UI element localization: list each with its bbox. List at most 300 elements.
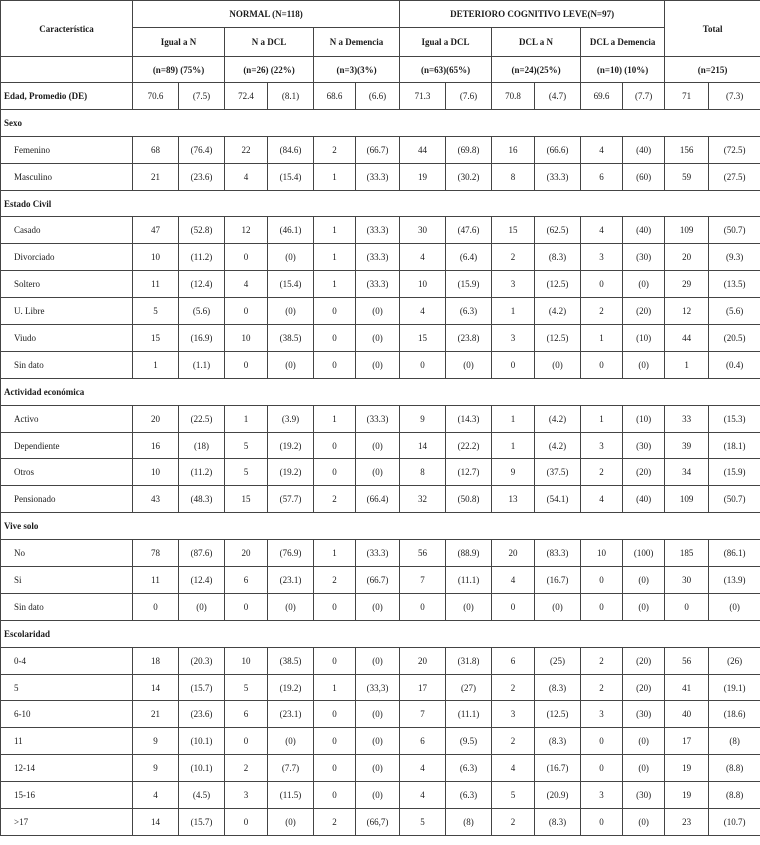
count-cell: 15 [492,217,535,244]
percent-cell: (0) [268,593,314,620]
percent-cell: (33.3) [535,163,581,190]
percent-cell: (16.9) [179,325,225,352]
percent-cell: (12.5) [535,701,581,728]
count-cell: 2 [314,136,356,163]
percent-cell: (20) [623,674,665,701]
count-cell: 78 [133,540,179,567]
percent-cell: (10.1) [179,755,225,782]
table-row [1,674,760,701]
percent-cell: (83.3) [535,540,581,567]
percent-cell: (62.5) [535,217,581,244]
percent-cell: (0.4) [709,351,760,378]
count-cell: 0 [581,351,623,378]
count-cell: 0 [314,593,356,620]
count-cell: 5 [133,298,179,325]
count-cell: 7 [400,701,446,728]
count-cell: 156 [665,136,709,163]
percent-cell: (15.4) [268,271,314,298]
count-cell: 4 [400,298,446,325]
percent-cell: (8.1) [268,83,314,110]
count-cell: 10 [133,459,179,486]
percent-cell: (20) [623,647,665,674]
count-cell: 2 [225,755,268,782]
percent-cell: (18) [179,432,225,459]
count-cell: 109 [665,486,709,513]
percent-cell: (7.5) [179,83,225,110]
count-cell: 15 [133,325,179,352]
percent-cell: (27.5) [709,163,760,190]
percent-cell: (0) [268,351,314,378]
row-label: Otros [1,459,133,486]
row-label: Masculino [1,163,133,190]
count-cell: 20 [225,540,268,567]
header-subgroup: DCL a N [492,28,581,57]
count-cell: 5 [225,459,268,486]
count-cell: 0 [225,728,268,755]
percent-cell: (30.2) [446,163,492,190]
row-label: 15-16 [1,782,133,809]
table-row [1,782,760,809]
count-cell: 14 [133,809,179,836]
table-header [1,1,760,83]
count-cell: 1 [492,405,535,432]
count-cell: 3 [581,701,623,728]
percent-cell: (6.4) [446,244,492,271]
section-label: Vive solo [1,513,760,540]
percent-cell: (0) [356,701,400,728]
row-label: 0-4 [1,647,133,674]
row-label: Si [1,567,133,594]
count-cell: 9 [133,728,179,755]
count-cell: 9 [133,755,179,782]
percent-cell: (60) [623,163,665,190]
count-cell: 10 [225,325,268,352]
percent-cell: (33,3) [356,674,400,701]
percent-cell: (15.7) [179,809,225,836]
count-cell: 70.8 [492,83,535,110]
count-cell: 20 [400,647,446,674]
percent-cell: (18.1) [709,432,760,459]
percent-cell: (47.6) [446,217,492,244]
percent-cell: (19.2) [268,432,314,459]
row-label: Pensionado [1,486,133,513]
header-subgroup: N a DCL [225,28,314,57]
count-cell: 1 [314,540,356,567]
table-row [1,432,760,459]
percent-cell: (30) [623,432,665,459]
row-label: U. Libre [1,298,133,325]
percent-cell: (0) [623,271,665,298]
table-row [1,405,760,432]
percent-cell: (15.4) [268,163,314,190]
percent-cell: (0) [356,647,400,674]
percent-cell: (66.4) [356,486,400,513]
count-cell: 33 [665,405,709,432]
count-cell: 1 [225,405,268,432]
age-row [1,83,760,110]
count-cell: 44 [665,325,709,352]
percent-cell: (7.3) [709,83,760,110]
percent-cell: (10) [623,405,665,432]
count-cell: 2 [492,728,535,755]
section-row [1,109,760,136]
section-label: Estado Civil [1,190,760,217]
count-cell: 1 [492,298,535,325]
count-cell: 4 [400,755,446,782]
header-total: Total [665,1,760,57]
percent-cell: (23.1) [268,701,314,728]
percent-cell: (87.6) [179,540,225,567]
count-cell: 14 [400,432,446,459]
percent-cell: (66,7) [356,809,400,836]
percent-cell: (11.2) [179,244,225,271]
count-cell: 4 [581,217,623,244]
count-cell: 8 [492,163,535,190]
row-label: 5 [1,674,133,701]
count-cell: 0 [581,567,623,594]
section-row [1,190,760,217]
row-label: 12-14 [1,755,133,782]
count-cell: 4 [225,163,268,190]
percent-cell: (0) [356,351,400,378]
header-subgroup-n: (n=89) (75%) [133,57,225,83]
percent-cell: (6.3) [446,782,492,809]
count-cell: 39 [665,432,709,459]
count-cell: 43 [133,486,179,513]
count-cell: 2 [581,459,623,486]
percent-cell: (19.2) [268,459,314,486]
percent-cell: (0) [446,351,492,378]
percent-cell: (0) [356,782,400,809]
count-cell: 0 [314,782,356,809]
count-cell: 0 [400,593,446,620]
count-cell: 0 [225,351,268,378]
row-label: 6-10 [1,701,133,728]
table-row [1,540,760,567]
percent-cell: (0) [268,244,314,271]
header-subgroup-n: (n=3)(3%) [314,57,400,83]
percent-cell: (23.6) [179,701,225,728]
count-cell: 1 [581,325,623,352]
count-cell: 0 [400,351,446,378]
percent-cell: (100) [623,540,665,567]
count-cell: 6 [492,647,535,674]
count-cell: 30 [400,217,446,244]
count-cell: 3 [581,432,623,459]
percent-cell: (14.3) [446,405,492,432]
table-row [1,809,760,836]
percent-cell: (5.6) [179,298,225,325]
count-cell: 6 [225,701,268,728]
row-label: No [1,540,133,567]
count-cell: 1 [314,163,356,190]
count-cell: 0 [314,298,356,325]
header-group-dcl: DETERIORO COGNITIVO LEVE(N=97) [400,1,665,28]
count-cell: 56 [400,540,446,567]
table-row [1,486,760,513]
count-cell: 59 [665,163,709,190]
row-label: Divorciado [1,244,133,271]
percent-cell: (33.3) [356,405,400,432]
percent-cell: (0) [623,755,665,782]
percent-cell: (0) [356,432,400,459]
percent-cell: (15.7) [179,674,225,701]
count-cell: 0 [225,298,268,325]
count-cell: 1 [665,351,709,378]
count-cell: 16 [492,136,535,163]
count-cell: 4 [133,782,179,809]
percent-cell: (48.3) [179,486,225,513]
percent-cell: (11.2) [179,459,225,486]
table-row [1,755,760,782]
count-cell: 10 [400,271,446,298]
percent-cell: (15.3) [709,405,760,432]
header-subgroup: N a Demencia [314,28,400,57]
percent-cell: (13.9) [709,567,760,594]
percent-cell: (11.1) [446,701,492,728]
table-row [1,271,760,298]
count-cell: 20 [492,540,535,567]
percent-cell: (11.5) [268,782,314,809]
count-cell: 4 [225,271,268,298]
percent-cell: (76.9) [268,540,314,567]
count-cell: 6 [225,567,268,594]
percent-cell: (0) [535,351,581,378]
percent-cell: (25) [535,647,581,674]
percent-cell: (8.3) [535,244,581,271]
count-cell: 11 [133,271,179,298]
count-cell: 3 [581,782,623,809]
count-cell: 17 [665,728,709,755]
percent-cell: (46.1) [268,217,314,244]
count-cell: 1 [314,217,356,244]
percent-cell: (72.5) [709,136,760,163]
percent-cell: (0) [446,593,492,620]
table-row [1,163,760,190]
percent-cell: (20) [623,298,665,325]
count-cell: 1 [314,674,356,701]
percent-cell: (0) [623,351,665,378]
count-cell: 23 [665,809,709,836]
percent-cell: (16.7) [535,567,581,594]
percent-cell: (54.1) [535,486,581,513]
percent-cell: (19.2) [268,674,314,701]
count-cell: 20 [133,405,179,432]
count-cell: 2 [581,647,623,674]
percent-cell: (0) [356,755,400,782]
percent-cell: (13.5) [709,271,760,298]
percent-cell: (4.2) [535,298,581,325]
count-cell: 0 [225,244,268,271]
header-group-normal: NORMAL (N=118) [133,1,400,28]
percent-cell: (30) [623,782,665,809]
percent-cell: (10.1) [179,728,225,755]
percent-cell: (50.8) [446,486,492,513]
count-cell: 9 [492,459,535,486]
count-cell: 4 [492,755,535,782]
percent-cell: (33.3) [356,244,400,271]
count-cell: 0 [225,809,268,836]
count-cell: 5 [225,432,268,459]
percent-cell: (6.3) [446,755,492,782]
count-cell: 20 [665,244,709,271]
count-cell: 21 [133,701,179,728]
header-empty-cell [1,57,133,83]
percent-cell: (23.1) [268,567,314,594]
header-total-n: (n=215) [665,57,760,83]
percent-cell: (38.5) [268,647,314,674]
count-cell: 18 [133,647,179,674]
count-cell: 3 [492,701,535,728]
count-cell: 4 [581,136,623,163]
percent-cell: (84.6) [268,136,314,163]
count-cell: 0 [581,728,623,755]
header-subgroup: Igual a N [133,28,225,57]
percent-cell: (0) [268,809,314,836]
percent-cell: (0) [623,809,665,836]
row-label: >17 [1,809,133,836]
header-subgroup-n: (n=10) (10%) [581,57,665,83]
count-cell: 10 [225,647,268,674]
percent-cell: (52.8) [179,217,225,244]
percent-cell: (76.4) [179,136,225,163]
count-cell: 71.3 [400,83,446,110]
percent-cell: (5.6) [709,298,760,325]
count-cell: 12 [665,298,709,325]
percent-cell: (16.7) [535,755,581,782]
percent-cell: (7.7) [623,83,665,110]
percent-cell: (11.1) [446,567,492,594]
count-cell: 185 [665,540,709,567]
percent-cell: (40) [623,136,665,163]
table-row [1,351,760,378]
percent-cell: (0) [268,298,314,325]
percent-cell: (86.1) [709,540,760,567]
percent-cell: (4.5) [179,782,225,809]
percent-cell: (8.8) [709,755,760,782]
count-cell: 0 [314,351,356,378]
table-row [1,647,760,674]
percent-cell: (50.7) [709,486,760,513]
count-cell: 68.6 [314,83,356,110]
count-cell: 2 [314,567,356,594]
section-label: Actividad económica [1,378,760,405]
percent-cell: (88.9) [446,540,492,567]
row-label: Edad, Promedio (DE) [1,83,133,110]
count-cell: 2 [314,486,356,513]
count-cell: 3 [225,782,268,809]
percent-cell: (6.3) [446,298,492,325]
percent-cell: (26) [709,647,760,674]
count-cell: 4 [400,244,446,271]
count-cell: 6 [581,163,623,190]
count-cell: 0 [314,459,356,486]
row-label: Sin dato [1,351,133,378]
count-cell: 15 [225,486,268,513]
percent-cell: (4.7) [535,83,581,110]
percent-cell: (69.8) [446,136,492,163]
section-label: Escolaridad [1,620,760,647]
percent-cell: (0) [623,567,665,594]
count-cell: 5 [492,782,535,809]
percent-cell: (20.3) [179,647,225,674]
percent-cell: (12.5) [535,271,581,298]
count-cell: 29 [665,271,709,298]
count-cell: 19 [400,163,446,190]
percent-cell: (0) [356,325,400,352]
count-cell: 68 [133,136,179,163]
percent-cell: (0) [356,728,400,755]
percent-cell: (8) [446,809,492,836]
percent-cell: (0) [356,593,400,620]
percent-cell: (9.3) [709,244,760,271]
count-cell: 70.6 [133,83,179,110]
percent-cell: (37.5) [535,459,581,486]
table-body [1,83,760,836]
count-cell: 0 [581,593,623,620]
count-cell: 1 [314,244,356,271]
table-row [1,136,760,163]
count-cell: 2 [581,674,623,701]
count-cell: 3 [492,325,535,352]
count-cell: 2 [492,244,535,271]
percent-cell: (27) [446,674,492,701]
row-label: Femenino [1,136,133,163]
count-cell: 11 [133,567,179,594]
percent-cell: (8.3) [535,728,581,755]
count-cell: 19 [665,755,709,782]
count-cell: 7 [400,567,446,594]
count-cell: 19 [665,782,709,809]
count-cell: 13 [492,486,535,513]
percent-cell: (20.9) [535,782,581,809]
percent-cell: (22.5) [179,405,225,432]
percent-cell: (0) [709,593,760,620]
header-subgroup: DCL a Demencia [581,28,665,57]
percent-cell: (7.6) [446,83,492,110]
percent-cell: (0) [179,593,225,620]
header-subgroup-n: (n=26) (22%) [225,57,314,83]
percent-cell: (12.7) [446,459,492,486]
count-cell: 41 [665,674,709,701]
table-row [1,298,760,325]
row-label: Activo [1,405,133,432]
row-label: Soltero [1,271,133,298]
count-cell: 47 [133,217,179,244]
count-cell: 0 [314,647,356,674]
header-subgroup-n: (n=24)(25%) [492,57,581,83]
percent-cell: (0) [268,728,314,755]
percent-cell: (4.2) [535,405,581,432]
header-subgroup: Igual a DCL [400,28,492,57]
percent-cell: (38.5) [268,325,314,352]
count-cell: 30 [665,567,709,594]
count-cell: 2 [314,809,356,836]
count-cell: 0 [581,271,623,298]
percent-cell: (20.5) [709,325,760,352]
table-row [1,593,760,620]
count-cell: 40 [665,701,709,728]
count-cell: 22 [225,136,268,163]
count-cell: 3 [492,271,535,298]
percent-cell: (66.7) [356,136,400,163]
percent-cell: (0) [356,298,400,325]
count-cell: 1 [314,271,356,298]
count-cell: 0 [314,755,356,782]
percent-cell: (15.9) [446,271,492,298]
percent-cell: (23.6) [179,163,225,190]
section-label: Sexo [1,109,760,136]
